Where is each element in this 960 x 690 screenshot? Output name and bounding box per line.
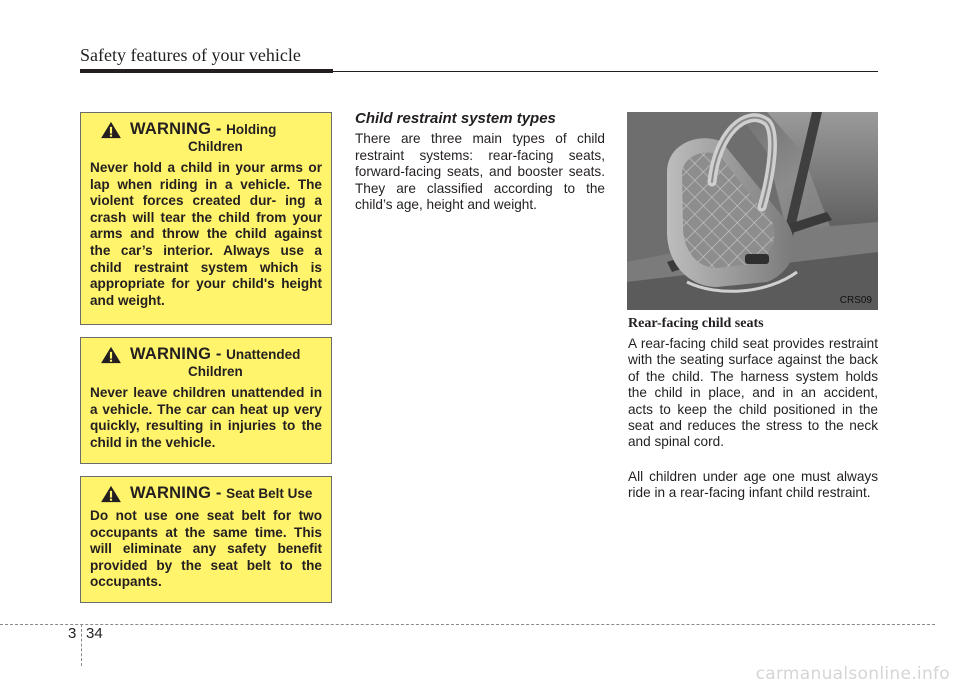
header-rule-thick	[80, 69, 333, 73]
warning-subject-line2: Children	[188, 364, 243, 379]
warning-triangle-icon	[99, 485, 123, 503]
warning-header	[90, 346, 322, 364]
warning-label: WARNING -	[130, 484, 222, 502]
header-rule-thin	[333, 71, 878, 72]
warning-box-holding-children	[80, 112, 332, 325]
warning-box-unattended-children	[80, 337, 332, 464]
warning-triangle-icon	[99, 121, 123, 139]
warning-body: Never hold a child in your arms or lap when riding in a vehicle. The violent forces created dur- ing a crash will tear the child from your arms and throw the child against the car’s interior. Always use a child restraint system which is appropriate for your child's height and weight.	[90, 160, 322, 308]
watermark: carmanualsonline.info	[755, 664, 950, 684]
section-heading: Child restraint system types	[355, 110, 556, 127]
warning-subject: Seat Belt Use	[226, 486, 313, 501]
subsection-paragraph-1: A rear-facing child seat provides restraint with the seating surface against the back of the child. The harness system holds the child in place, and in an accident, acts to keep the child positioned in the seat and reduces the stress to the neck and spinal cord.	[628, 336, 878, 450]
subsection-heading: Rear-facing child seats	[628, 316, 764, 331]
rear-facing-infant-seat-photo	[627, 112, 878, 310]
chapter-number: 3	[68, 625, 77, 642]
footer-rule	[0, 624, 935, 625]
warning-header	[90, 121, 322, 139]
warning-triangle-icon	[99, 346, 123, 364]
warning-label: WARNING -	[130, 120, 222, 138]
warning-box-seat-belt-use	[80, 476, 332, 603]
warning-subject-line2: Children	[188, 139, 243, 154]
infant-seat-illustration	[627, 112, 878, 310]
warning-body: Never leave children unattended in a vehicle. The car can heat up very quickly, resulting in injuries to the child in the vehicle.	[90, 385, 322, 450]
warning-label: WARNING -	[130, 345, 222, 363]
subsection-paragraph-2: All children under age one must always ride in a rear-facing infant child restraint.	[628, 469, 878, 501]
footer-divider	[81, 624, 82, 666]
warning-subject: Holding	[226, 122, 277, 137]
figure-code: CRS09	[839, 295, 872, 306]
warning-body: Do not use one seat belt for two occupants at the same time. This will eliminate any safety benefit provided by the seat belt to the occupants.	[90, 508, 322, 590]
page-number: 34	[86, 625, 103, 642]
header-title: Safety features of your vehicle	[80, 45, 301, 65]
warning-title	[130, 121, 276, 138]
warning-header	[90, 485, 322, 503]
warning-title	[130, 346, 300, 363]
section-body: There are three main types of child restraint systems: rear-facing seats, forward-facing seats, and booster seats. They are classified according to the child’s age, height and weight.	[355, 131, 605, 213]
warning-subject: Unattended	[226, 347, 301, 362]
warning-title	[130, 485, 312, 502]
